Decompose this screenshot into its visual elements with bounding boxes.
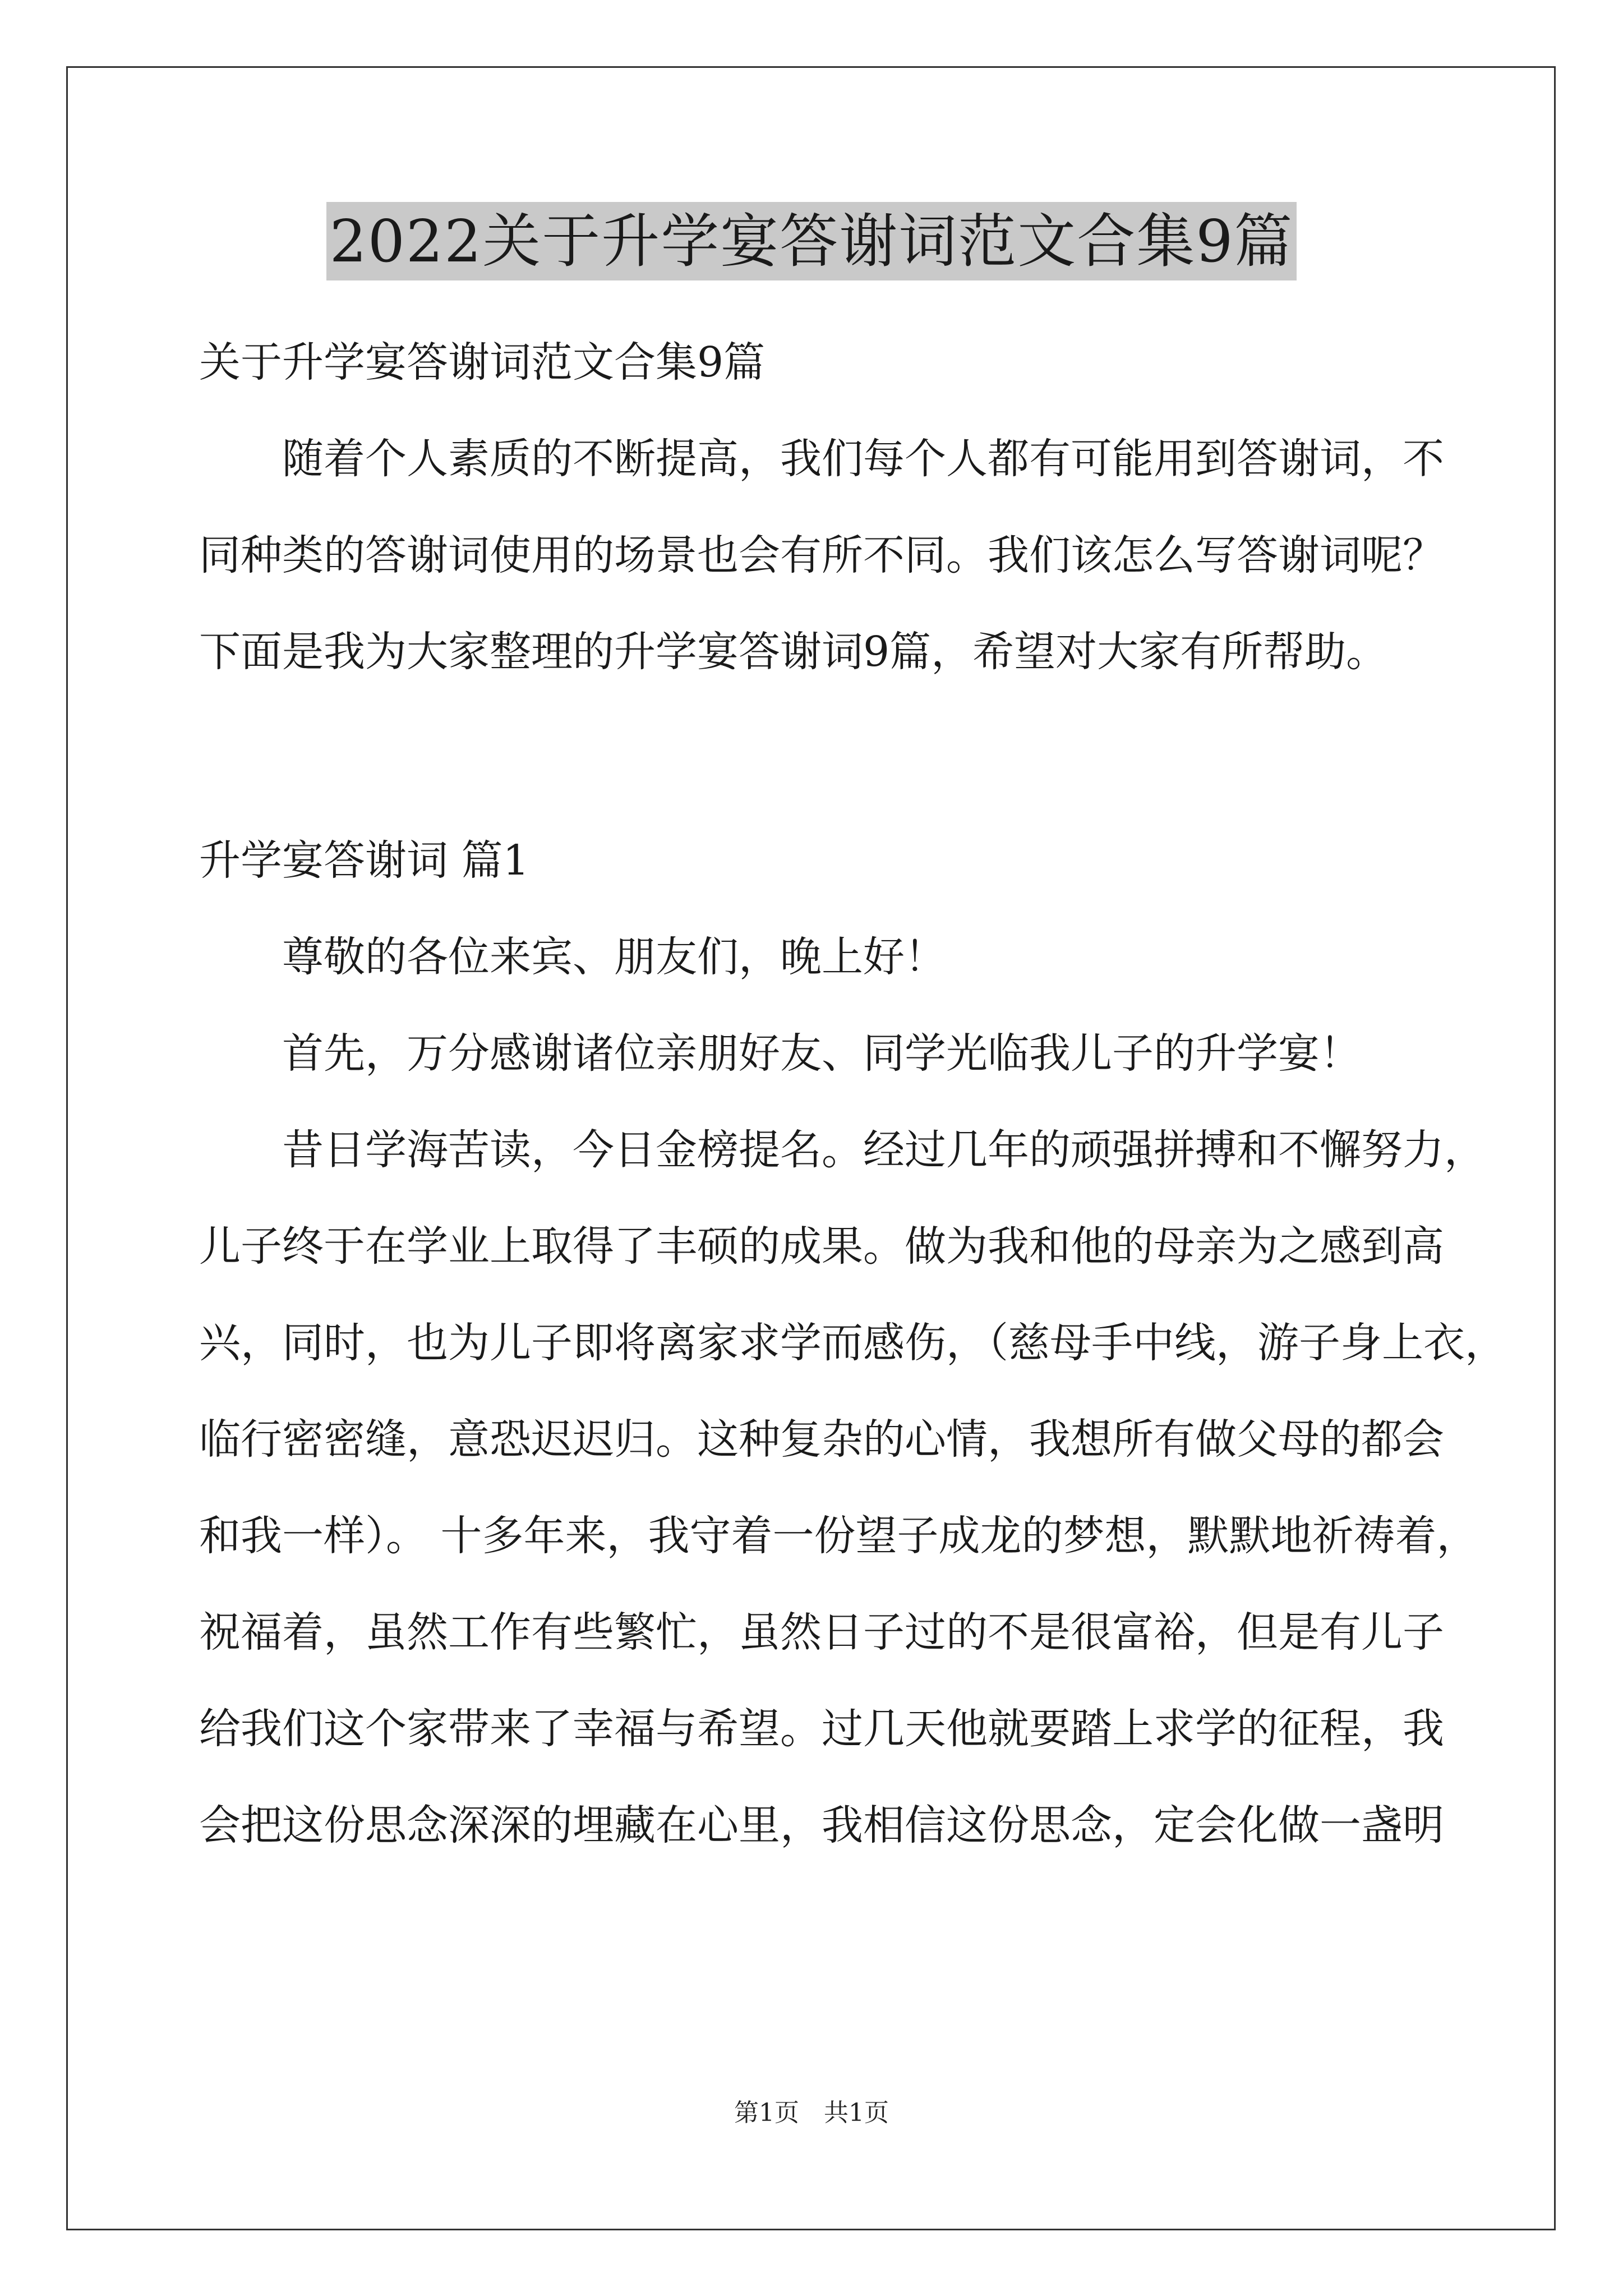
page-footer: [0, 2092, 1623, 2128]
body-line: 兴，同时，也为儿子即将离家求学而感伤，（慈母手中线，游子身上衣，: [199, 1319, 1506, 1367]
body-line: 儿子终于在学业上取得了丰硕的成果。做为我和他的母亲为之感到高: [199, 1222, 1444, 1271]
body-line: 尊敬的各位来宾、朋友们，晚上好！: [282, 933, 946, 981]
body-line: 临行密密缝，意恐迟迟归。这种复杂的心情，我想所有做父母的都会: [199, 1415, 1444, 1464]
body-line: 会把这份思念深深的埋藏在心里，我相信这份思念，定会化做一盏明: [199, 1801, 1444, 1849]
intro-line: 随着个人素质的不断提高，我们每个人都有可能用到答谢词，不: [282, 435, 1444, 483]
body-line: 昔日学海苦读，今日金榜提名。经过几年的顽强拼搏和不懈努力，: [282, 1126, 1486, 1174]
page-number: 第1页 共1页: [734, 2099, 889, 2127]
body-line: 首先，万分感谢诸位亲朋好友、同学光临我儿子的升学宴！: [282, 1029, 1361, 1078]
document-subtitle: 关于升学宴答谢词范文合集9篇: [199, 338, 766, 386]
paragraph-gap: [199, 700, 1433, 812]
document-body: [199, 314, 1506, 1874]
document-title: 2022关于升学宴答谢词范文合集9篇: [326, 202, 1297, 280]
body-line: 祝福着，虽然工作有些繁忙，虽然日子过的不是很富裕，但是有儿子: [199, 1608, 1444, 1657]
title-container: [0, 202, 1623, 280]
body-line: 给我们这个家带来了幸福与希望。过几天他就要踏上求学的征程，我: [199, 1705, 1444, 1753]
body-line: 和我一样）。 十多年来，我守着一份望子成龙的梦想，默默地祈祷着，: [199, 1512, 1478, 1560]
section-heading: 升学宴答谢词 篇1: [199, 836, 529, 885]
intro-line: 下面是我为大家整理的升学宴答谢词9篇，希望对大家有所帮助。: [199, 628, 1388, 676]
intro-line: 同种类的答谢词使用的场景也会有所不同。我们该怎么写答谢词呢？: [199, 531, 1444, 579]
